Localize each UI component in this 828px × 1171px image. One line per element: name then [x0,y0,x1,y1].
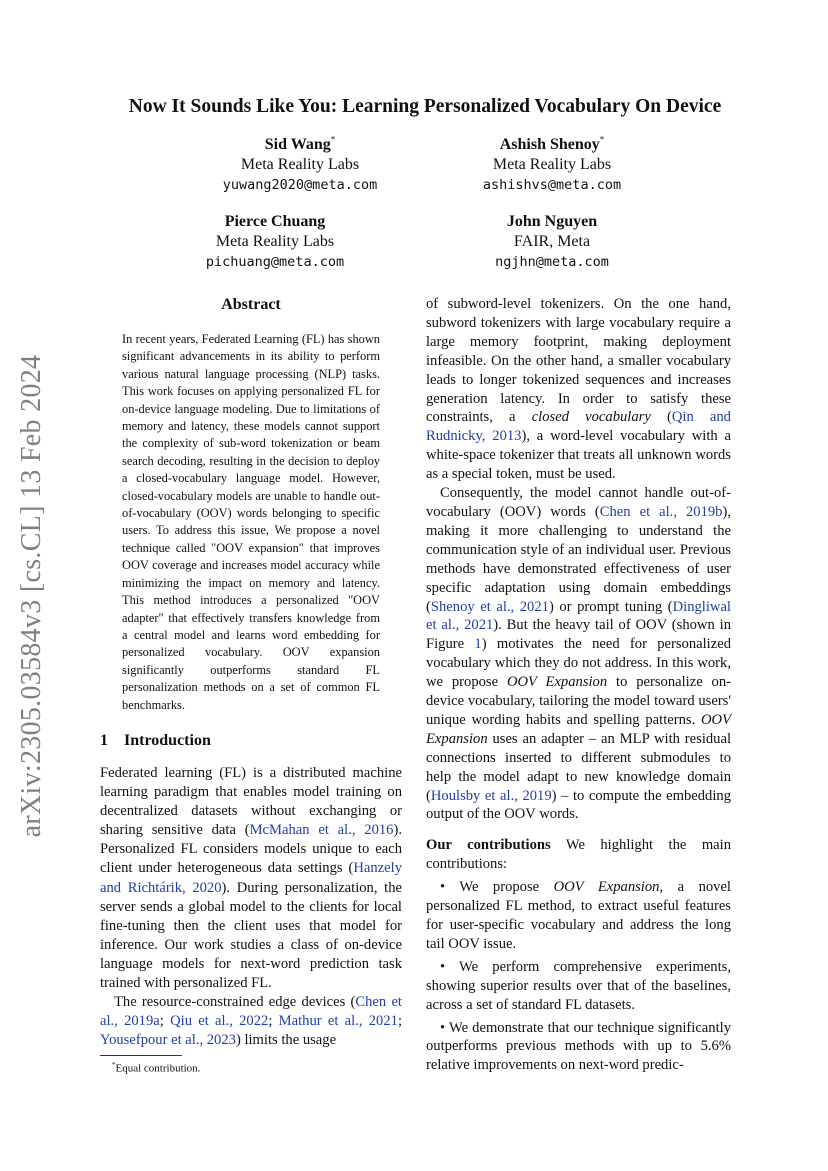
citation-link[interactable]: Shenoy et al., 2021 [430,598,549,615]
citation-link[interactable]: Chen et al., 2019b [599,503,723,520]
author-affiliation: FAIR, Meta [513,233,591,250]
citation-link[interactable]: Qiu et al., 2022 [170,1013,269,1030]
contribution-bullet: • We demonstrate that our technique significantly outperforms previous methods with up to 5.6% relative improvements on next-word predic- [426,1019,731,1074]
intro-left-column [100,764,402,1050]
paragraph: of subword-level tokenizers. On the one hand, subword tokenizers with large vocabulary require a large memory footprint, making deployment infeasible. On the other hand, a smaller vocabulary leads to longer tokenized sequences and increases generation latency. In order to satisfy these constraints, a closed vocabulary (Qin and Rudnicky, 2013), a word-level vocabulary with a white-space tokenizer that treats all unknown words as a special token, must be used. [426,296,731,483]
contributions-heading: Our contributions [426,837,551,854]
intro-right-column [426,295,731,1075]
citation-link[interactable]: Yousefpour et al., 2023 [100,1032,236,1049]
author-affiliation: Meta Reality Labs [492,156,612,173]
abstract-heading: Abstract [221,296,281,313]
section-number: 1 [100,732,108,749]
paragraph: Federated learning (FL) is a distributed machine learning paradigm that enables model training on decentralized datasets without exchanging or sharing sensitive data (McMahan et al., 2016). Personalized FL considers models unique to each client under heterogeneous data settings (Hanzely and Richtárik, 2020). During personalization, the server sends a global model to the clients for local fine-tuning then the client uses that model for inference. Our work studies a class of on-device language models for next-word prediction task trained with personalized FL. [100,765,402,992]
citation-link[interactable]: McMahan et al., 2016 [249,822,394,839]
section-title: Introduction [124,732,211,749]
paragraph: Consequently, the model cannot handle out-of-vocabulary (OOV) words (Chen et al., 2019b), making it more challenging to understand the communication style of an individual user. Previous methods have demonstrated effectiveness of user specific adaptation using domain embeddings (Shenoy et al., 2021) or prompt tuning (Dingliwal et al., 2021). But the heavy tail of OOV (shown in Figure 1) motivates the need for personalized vocabulary which they do not address. In this work, we propose OOV Expansion to personalize on-device vocabulary, tailoring the model toward users' unique wording habits and spelling patterns. OOV Expansion uses an adapter – an MLP with residual connections inserted to different submodules to help the model adapt to new knowledge domain (Houlsby et al., 2019) – to compute the embedding output of the OOV words. [426,485,731,823]
contribution-bullet: • We propose OOV Expansion, a novel personalized FL method, to extract useful features for user-specific vocabulary and address the long tail OOV issue. [426,879,731,952]
paper-title: Now It Sounds Like You: Learning Personalized Vocabulary On Device [128,96,722,117]
author-name: John Nguyen [506,213,598,230]
author-email[interactable]: yuwang2020@meta.com [222,177,378,193]
section-heading [100,732,211,750]
author-block [185,135,415,195]
footnote: *Equal contribution. [112,1061,201,1075]
author-email[interactable]: ngjhn@meta.com [495,254,609,270]
author-email[interactable]: pichuang@meta.com [205,254,345,270]
figure-link[interactable]: 1 [474,636,482,653]
author-name: Sid Wang* [264,134,336,153]
author-email[interactable]: ashishvs@meta.com [482,177,622,193]
paragraph: The resource-constrained edge devices (Chen et al., 2019a; Qiu et al., 2022; Mathur et al., 2021; Yousefpour et al., 2023) limits the usage [100,994,403,1049]
author-affiliation: Meta Reality Labs [215,233,335,250]
author-block [437,135,667,195]
author-name: Ashish Shenoy* [499,134,605,153]
footnote-divider [100,1055,182,1056]
author-name: Pierce Chuang [224,213,326,230]
author-affiliation: Meta Reality Labs [240,156,360,173]
citation-link[interactable]: Mathur et al., 2021 [278,1013,398,1030]
author-block [437,212,667,272]
citation-link[interactable]: Dingliwal et al., 2021 [426,598,731,634]
arxiv-identifier: arXiv:2305.03584v3 [cs.CL] 13 Feb 2024 [16,354,47,838]
citation-link[interactable]: Hanzely and Richtárik, 2020 [100,860,402,896]
author-block [160,212,390,272]
contributions-paragraph: Our contributions We highlight the main contributions: [426,837,731,873]
citation-link[interactable]: Chen et al., 2019a [100,994,402,1030]
citation-link[interactable]: Qin and Rudnicky, 2013 [426,409,731,445]
citation-link[interactable]: Houlsby et al., 2019 [430,787,552,804]
abstract-text: In recent years, Federated Learning (FL) has shown significant advancements in its ability to perform various natural language processing (NLP) tasks. This work focuses on applying personalized FL for on-device language modeling. Due to limitations of memory and latency, these models cannot support the complexity of sub-word tokenization or beam search decoding, resulting in the decision to deploy a closed-vocabulary language model. However, closed-vocabulary models are unable to handle out-of-vocabulary (OOV) words belonging to specific users. To address this issue, We propose a novel technique called "OOV expansion" that improves OOV coverage and increases model accuracy while minimizing the impact on memory and latency. This method introduces a personalized "OOV adapter" that effectively transfers knowledge from a central model and learns word embedding for personalized vocabulary. OOV expansion significantly outperforms standard FL personalization methods on a set of common FL benchmarks. [122,332,380,712]
contribution-bullet: • We perform comprehensive experiments, showing superior results over that of the baselines, across a set of standard FL datasets. [426,958,731,1013]
